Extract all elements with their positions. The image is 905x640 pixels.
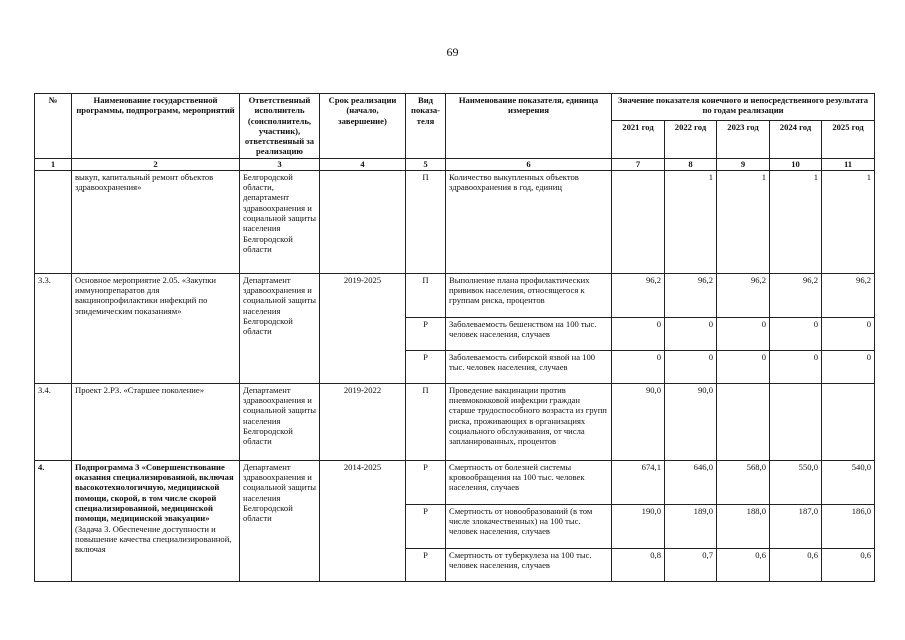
row-number: 3.3. — [35, 273, 72, 383]
executor: Департамент здравоохранения и социальной защиты населения Белгородской области — [240, 460, 320, 581]
value-2021: 0 — [612, 350, 665, 383]
measure-name: выкуп, капитальный ремонт объектов здравоохранения» — [72, 170, 240, 273]
value-2024: 96,2 — [770, 273, 822, 317]
measure-name: Проект 2.Р3. «Старшее поколение» — [72, 383, 240, 460]
value-2025: 1 — [822, 170, 875, 273]
column-number: 7 — [612, 158, 665, 170]
value-2022: 90,0 — [665, 383, 717, 460]
measure-name: Основное мероприятие 2.05. «Закупки иммунопрепаратов для вакцинопрофилактики инфекций по эпидемическим показаниям» — [72, 273, 240, 383]
value-2024: 0,6 — [770, 548, 822, 581]
value-2025: 96,2 — [822, 273, 875, 317]
indicator-type: П — [406, 273, 446, 317]
header-year: 2024 год — [770, 121, 822, 159]
value-2025: 0 — [822, 317, 875, 350]
indicator-name: Выполнение плана профилактических прививок населения, относящегося к группам риска, процентов — [446, 273, 612, 317]
indicator-name: Проведение вакцинации против пневмококковой инфекции граждан старше трудоспособного возраста из групп риска, проживающих в организациях социального обслуживания, от числа запланированных, процентов — [446, 383, 612, 460]
value-2021: 0,8 — [612, 548, 665, 581]
indicator-name: Смертность от болезней системы кровообращения на 100 тыс. человек населения, случаев — [446, 460, 612, 504]
value-2024: 550,0 — [770, 460, 822, 504]
value-2022: 0 — [665, 317, 717, 350]
value-2025: 540,0 — [822, 460, 875, 504]
column-number-row — [35, 158, 875, 170]
value-2023: 0 — [717, 350, 770, 383]
subprogram-task: (Задача 3. Обеспечение доступности и повышение качества специализированной, включая — [75, 523, 232, 555]
column-number: 11 — [822, 158, 875, 170]
value-2022: 646,0 — [665, 460, 717, 504]
column-number: 9 — [717, 158, 770, 170]
header-executor: Ответственный исполнитель (соисполнитель, участник), ответственный за реализацию — [240, 94, 320, 159]
indicator-type: Р — [406, 548, 446, 581]
column-number: 2 — [72, 158, 240, 170]
indicator-name: Смертность от туберкулеза на 100 тыс. человек населения, случаев — [446, 548, 612, 581]
column-number: 10 — [770, 158, 822, 170]
value-2021: 674,1 — [612, 460, 665, 504]
table-row — [35, 170, 875, 273]
value-2022: 96,2 — [665, 273, 717, 317]
table-row — [35, 383, 875, 460]
value-2025: 0,6 — [822, 548, 875, 581]
header-type: Вид показа-теля — [406, 94, 446, 159]
value-2021: 90,0 — [612, 383, 665, 460]
indicator-name: Заболеваемость сибирской язвой на 100 тыс. человек населения, случаев — [446, 350, 612, 383]
indicator-name: Заболеваемость бешенством на 100 тыс. человек населения, случаев — [446, 317, 612, 350]
executor: Белгородской области, департамент здравоохранения и социальной защиты населения Белгородской области — [240, 170, 320, 273]
period — [320, 170, 406, 273]
period: 2014-2025 — [320, 460, 406, 581]
header-indicator: Наименование показателя, единица измерения — [446, 94, 612, 159]
column-number: 8 — [665, 158, 717, 170]
column-number: 5 — [406, 158, 446, 170]
value-2021: 190,0 — [612, 504, 665, 548]
value-2023: 96,2 — [717, 273, 770, 317]
value-2023: 188,0 — [717, 504, 770, 548]
value-2024: 187,0 — [770, 504, 822, 548]
value-2024 — [770, 383, 822, 460]
indicator-type: П — [406, 383, 446, 460]
indicator-type: Р — [406, 317, 446, 350]
header-year: 2022 год — [665, 121, 717, 159]
value-2022: 0,7 — [665, 548, 717, 581]
indicator-type: Р — [406, 504, 446, 548]
measure-name — [72, 460, 240, 581]
indicator-type: П — [406, 170, 446, 273]
row-number — [35, 170, 72, 273]
value-2024: 0 — [770, 350, 822, 383]
column-number: 6 — [446, 158, 612, 170]
value-2021: 0 — [612, 317, 665, 350]
indicator-type: Р — [406, 350, 446, 383]
indicator-name: Смертность от новообразований (в том числе злокачественных) на 100 тыс. человек населения, случаев — [446, 504, 612, 548]
value-2025: 186,0 — [822, 504, 875, 548]
indicator-type: Р — [406, 460, 446, 504]
table-row — [35, 273, 875, 317]
executor: Департамент здравоохранения и социальной защиты населения Белгородской области — [240, 383, 320, 460]
table-row — [35, 460, 875, 504]
value-2022: 0 — [665, 350, 717, 383]
value-2022: 189,0 — [665, 504, 717, 548]
row-number: 4. — [35, 460, 72, 581]
value-2023: 1 — [717, 170, 770, 273]
value-2021: 96,2 — [612, 273, 665, 317]
header-period: Срок реализации (начало, завершение) — [320, 94, 406, 159]
indicator-name: Количество выкупленных объектов здравоохранения в год, единиц — [446, 170, 612, 273]
subprogram-title: Подпрограмма 3 «Совершенствование оказания специализированной, включая высокотехнологичную, медицинской помощи, скорой, в том числе скорой специализированной, медицинской помощи, медицинской эвакуации» — [75, 461, 234, 524]
value-2025 — [822, 383, 875, 460]
executor: Департамент здравоохранения и социальной защиты населения Белгородской области — [240, 273, 320, 383]
value-2023 — [717, 383, 770, 460]
program-table — [34, 93, 875, 582]
period: 2019-2025 — [320, 273, 406, 383]
column-number: 1 — [35, 158, 72, 170]
value-2025: 0 — [822, 350, 875, 383]
header-row — [35, 94, 875, 121]
page-number: 69 — [446, 45, 459, 59]
header-year: 2023 год — [717, 121, 770, 159]
value-2024: 1 — [770, 170, 822, 273]
column-number: 3 — [240, 158, 320, 170]
header-year: 2025 год — [822, 121, 875, 159]
row-number: 3.4. — [35, 383, 72, 460]
value-2021 — [612, 170, 665, 273]
value-2024: 0 — [770, 317, 822, 350]
value-2023: 0,6 — [717, 548, 770, 581]
column-number: 4 — [320, 158, 406, 170]
period: 2019-2022 — [320, 383, 406, 460]
value-2023: 0 — [717, 317, 770, 350]
header-num: № — [35, 94, 72, 159]
header-year: 2021 год — [612, 121, 665, 159]
header-values-group: Значение показателя конечного и непосредственного результата по годам реализации — [612, 94, 875, 121]
value-2023: 568,0 — [717, 460, 770, 504]
header-name: Наименование государственной программы, подпрограмм, мероприятий — [72, 94, 240, 159]
value-2022: 1 — [665, 170, 717, 273]
